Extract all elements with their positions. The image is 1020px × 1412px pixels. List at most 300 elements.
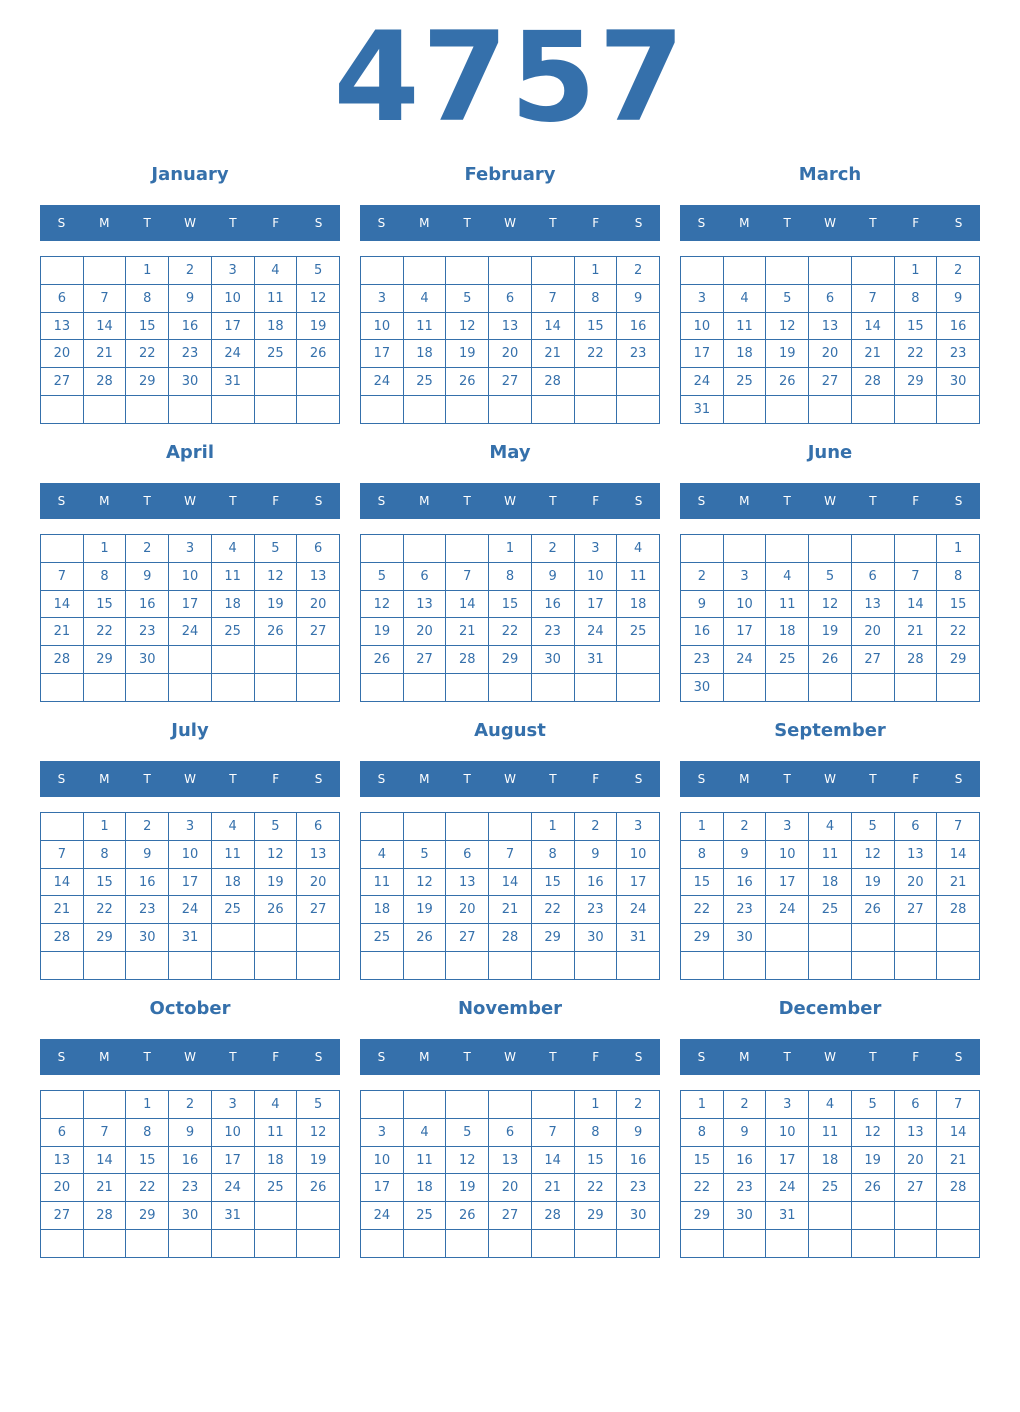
day-cell: 1 — [83, 813, 126, 841]
week-row — [41, 562, 340, 590]
empty-day-cell — [254, 396, 297, 424]
empty-day-cell — [894, 674, 937, 702]
day-cell: 25 — [403, 1202, 446, 1230]
day-cell: 3 — [723, 562, 766, 590]
weekday-label: W — [504, 772, 516, 786]
empty-day-cell — [937, 924, 980, 952]
day-cell: 4 — [361, 840, 404, 868]
day-cell: 7 — [531, 1118, 574, 1146]
week-row — [361, 340, 660, 368]
day-cell: 30 — [126, 646, 169, 674]
day-cell: 10 — [211, 284, 254, 312]
day-cell: 17 — [169, 868, 212, 896]
day-cell: 23 — [617, 340, 660, 368]
day-cell: 4 — [254, 257, 297, 285]
week-row — [361, 590, 660, 618]
day-cell: 12 — [297, 284, 340, 312]
empty-day-cell — [809, 924, 852, 952]
day-cell: 13 — [41, 312, 84, 340]
day-cell: 1 — [489, 535, 532, 563]
day-cell: 6 — [851, 562, 894, 590]
day-cell: 28 — [937, 1174, 980, 1202]
week-row — [681, 813, 980, 841]
weekday-label: W — [184, 216, 196, 230]
weekday-label: W — [824, 216, 836, 230]
empty-day-cell — [169, 674, 212, 702]
empty-day-cell — [254, 674, 297, 702]
weekday-label: T — [549, 772, 557, 786]
day-cell: 20 — [403, 618, 446, 646]
day-cell: 12 — [446, 1146, 489, 1174]
day-cell: 25 — [766, 646, 809, 674]
day-cell: 5 — [254, 535, 297, 563]
day-cell: 7 — [83, 284, 126, 312]
day-cell: 3 — [617, 813, 660, 841]
day-cell: 11 — [723, 312, 766, 340]
day-cell: 21 — [894, 618, 937, 646]
month-january — [40, 160, 340, 430]
weekday-label: T — [463, 494, 471, 508]
weekday-label: M — [739, 772, 750, 786]
day-cell: 14 — [937, 1118, 980, 1146]
day-cell: 23 — [126, 896, 169, 924]
day-cell: 16 — [617, 1146, 660, 1174]
week-row — [681, 896, 980, 924]
week-row — [681, 1091, 980, 1119]
empty-day-cell — [766, 535, 809, 563]
day-cell: 30 — [169, 1202, 212, 1230]
weekday-label: T — [143, 772, 151, 786]
week-row — [361, 1091, 660, 1119]
day-cell: 25 — [361, 924, 404, 952]
day-cell: 8 — [83, 840, 126, 868]
week-row — [681, 924, 980, 952]
day-cell: 28 — [41, 924, 84, 952]
day-cell: 27 — [489, 1202, 532, 1230]
empty-day-cell — [446, 535, 489, 563]
empty-day-cell — [617, 368, 660, 396]
day-grid — [40, 256, 340, 424]
empty-day-cell — [489, 1230, 532, 1258]
empty-day-cell — [41, 396, 84, 424]
empty-day-cell — [297, 646, 340, 674]
day-cell: 21 — [531, 340, 574, 368]
week-row — [681, 284, 980, 312]
empty-day-cell — [126, 674, 169, 702]
weekday-label: W — [504, 1050, 516, 1064]
day-cell: 21 — [446, 618, 489, 646]
weekday-label: W — [824, 1050, 836, 1064]
week-row — [361, 1202, 660, 1230]
empty-day-cell — [766, 396, 809, 424]
day-cell: 9 — [617, 284, 660, 312]
month-name: March — [798, 164, 862, 185]
weekday-label: M — [419, 216, 430, 230]
day-cell: 20 — [41, 340, 84, 368]
day-cell: 26 — [361, 646, 404, 674]
empty-day-cell — [211, 396, 254, 424]
day-cell: 5 — [851, 813, 894, 841]
month-name: December — [778, 998, 882, 1019]
week-row — [681, 396, 980, 424]
weekday-label: S — [954, 216, 963, 230]
week-row — [41, 590, 340, 618]
weekday-label: S — [634, 216, 643, 230]
day-grid — [360, 256, 660, 424]
day-cell: 25 — [254, 340, 297, 368]
day-cell: 2 — [617, 1091, 660, 1119]
empty-day-cell — [851, 257, 894, 285]
month-september — [680, 716, 980, 986]
weekday-label: T — [463, 1050, 471, 1064]
day-cell: 7 — [83, 1118, 126, 1146]
day-cell: 10 — [681, 312, 724, 340]
empty-day-cell — [723, 1230, 766, 1258]
week-row — [361, 924, 660, 952]
day-cell: 13 — [809, 312, 852, 340]
weekday-header — [360, 205, 660, 241]
day-cell: 16 — [126, 590, 169, 618]
day-cell: 16 — [169, 312, 212, 340]
empty-day-cell — [361, 257, 404, 285]
week-row — [681, 535, 980, 563]
day-cell: 17 — [681, 340, 724, 368]
day-cell: 22 — [681, 896, 724, 924]
day-cell: 16 — [617, 312, 660, 340]
weekday-label: T — [783, 772, 791, 786]
empty-day-cell — [851, 674, 894, 702]
day-cell: 6 — [297, 813, 340, 841]
day-cell: 18 — [809, 868, 852, 896]
day-cell: 15 — [83, 590, 126, 618]
week-row — [681, 590, 980, 618]
weekday-label: S — [314, 216, 323, 230]
empty-day-cell — [531, 674, 574, 702]
empty-day-cell — [809, 1202, 852, 1230]
day-cell: 29 — [681, 924, 724, 952]
week-row — [361, 952, 660, 980]
empty-day-cell — [361, 396, 404, 424]
day-cell: 26 — [766, 368, 809, 396]
week-row — [361, 535, 660, 563]
weekday-label: M — [99, 772, 110, 786]
day-cell: 15 — [126, 312, 169, 340]
day-cell: 22 — [894, 340, 937, 368]
day-cell: 12 — [297, 1118, 340, 1146]
day-cell: 19 — [254, 590, 297, 618]
day-cell: 29 — [489, 646, 532, 674]
weekday-label: S — [634, 1050, 643, 1064]
day-cell: 4 — [723, 284, 766, 312]
weekday-label: F — [912, 772, 920, 786]
day-cell: 29 — [126, 368, 169, 396]
day-cell: 6 — [297, 535, 340, 563]
weekday-header — [40, 1039, 340, 1075]
empty-day-cell — [681, 535, 724, 563]
weekday-header — [360, 1039, 660, 1075]
week-row — [681, 257, 980, 285]
day-cell: 5 — [446, 284, 489, 312]
day-cell: 2 — [937, 257, 980, 285]
day-cell: 27 — [41, 368, 84, 396]
week-row — [41, 368, 340, 396]
empty-day-cell — [937, 952, 980, 980]
day-cell: 31 — [211, 368, 254, 396]
weekday-label: M — [419, 772, 430, 786]
week-row — [681, 840, 980, 868]
day-cell: 10 — [211, 1118, 254, 1146]
week-row — [361, 368, 660, 396]
weekday-label: S — [377, 772, 386, 786]
weekday-label: W — [184, 1050, 196, 1064]
weekday-label: T — [143, 494, 151, 508]
day-cell: 23 — [723, 1174, 766, 1202]
day-cell: 9 — [723, 1118, 766, 1146]
day-cell: 22 — [83, 896, 126, 924]
day-cell: 4 — [809, 1091, 852, 1119]
day-cell: 10 — [361, 1146, 404, 1174]
day-cell: 7 — [446, 562, 489, 590]
empty-day-cell — [851, 952, 894, 980]
empty-day-cell — [531, 396, 574, 424]
day-cell: 20 — [809, 340, 852, 368]
day-cell: 5 — [297, 257, 340, 285]
weekday-label: M — [99, 1050, 110, 1064]
empty-day-cell — [361, 1230, 404, 1258]
day-cell: 26 — [446, 1202, 489, 1230]
day-cell: 30 — [681, 674, 724, 702]
weekday-label: T — [229, 1050, 237, 1064]
empty-day-cell — [126, 396, 169, 424]
day-cell: 14 — [851, 312, 894, 340]
weekday-label: S — [697, 1050, 706, 1064]
day-cell: 5 — [254, 813, 297, 841]
day-cell: 11 — [254, 1118, 297, 1146]
day-cell: 5 — [851, 1091, 894, 1119]
day-cell: 20 — [446, 896, 489, 924]
day-cell: 1 — [83, 535, 126, 563]
day-cell: 4 — [403, 284, 446, 312]
empty-day-cell — [617, 396, 660, 424]
week-row — [41, 257, 340, 285]
weekday-label: S — [377, 216, 386, 230]
day-cell: 6 — [41, 284, 84, 312]
day-cell: 21 — [83, 340, 126, 368]
week-row — [361, 1230, 660, 1258]
week-row — [681, 1146, 980, 1174]
week-row — [41, 535, 340, 563]
weekday-label: W — [824, 772, 836, 786]
weekday-label: T — [869, 494, 877, 508]
day-cell: 17 — [211, 312, 254, 340]
day-cell: 13 — [851, 590, 894, 618]
empty-day-cell — [617, 1230, 660, 1258]
week-row — [41, 1146, 340, 1174]
day-cell: 21 — [41, 618, 84, 646]
empty-day-cell — [894, 1202, 937, 1230]
weekday-label: W — [824, 494, 836, 508]
day-cell: 15 — [83, 868, 126, 896]
weekday-label: T — [229, 216, 237, 230]
day-cell: 30 — [723, 924, 766, 952]
week-row — [681, 646, 980, 674]
day-cell: 5 — [766, 284, 809, 312]
day-cell: 21 — [937, 868, 980, 896]
month-october — [40, 994, 340, 1264]
empty-day-cell — [809, 257, 852, 285]
day-cell: 31 — [617, 924, 660, 952]
weekday-label: S — [57, 1050, 66, 1064]
day-cell: 22 — [574, 340, 617, 368]
empty-day-cell — [254, 368, 297, 396]
empty-day-cell — [297, 924, 340, 952]
empty-day-cell — [851, 535, 894, 563]
day-cell: 1 — [126, 257, 169, 285]
empty-day-cell — [851, 1202, 894, 1230]
day-cell: 7 — [937, 813, 980, 841]
day-cell: 17 — [766, 1146, 809, 1174]
weekday-label: S — [377, 1050, 386, 1064]
day-cell: 9 — [574, 840, 617, 868]
empty-day-cell — [851, 1230, 894, 1258]
day-cell: 11 — [403, 312, 446, 340]
weekday-label: T — [549, 494, 557, 508]
day-cell: 7 — [531, 284, 574, 312]
day-cell: 3 — [766, 813, 809, 841]
day-cell: 28 — [446, 646, 489, 674]
weekday-label: W — [504, 494, 516, 508]
day-cell: 4 — [617, 535, 660, 563]
day-cell: 19 — [297, 1146, 340, 1174]
week-row — [361, 1146, 660, 1174]
weekday-header — [40, 205, 340, 241]
empty-day-cell — [851, 396, 894, 424]
empty-day-cell — [723, 535, 766, 563]
day-cell: 29 — [894, 368, 937, 396]
day-cell: 31 — [169, 924, 212, 952]
week-row — [681, 1230, 980, 1258]
weekday-label: T — [229, 494, 237, 508]
empty-day-cell — [723, 396, 766, 424]
empty-day-cell — [446, 1230, 489, 1258]
day-cell: 20 — [489, 340, 532, 368]
day-cell: 13 — [489, 312, 532, 340]
empty-day-cell — [297, 1202, 340, 1230]
month-november — [360, 994, 660, 1264]
day-grid — [680, 812, 980, 980]
day-cell: 15 — [574, 1146, 617, 1174]
empty-day-cell — [83, 674, 126, 702]
weekday-label: T — [463, 216, 471, 230]
week-row — [681, 868, 980, 896]
day-cell: 19 — [297, 312, 340, 340]
day-cell: 24 — [681, 368, 724, 396]
empty-day-cell — [211, 646, 254, 674]
day-cell: 11 — [403, 1146, 446, 1174]
empty-day-cell — [211, 952, 254, 980]
day-cell: 26 — [809, 646, 852, 674]
empty-day-cell — [126, 1230, 169, 1258]
week-row — [361, 618, 660, 646]
week-row — [41, 813, 340, 841]
weekday-label: F — [592, 494, 600, 508]
empty-day-cell — [446, 396, 489, 424]
weekday-label: F — [272, 494, 280, 508]
day-cell: 23 — [126, 618, 169, 646]
day-cell: 6 — [489, 1118, 532, 1146]
day-cell: 1 — [937, 535, 980, 563]
day-cell: 25 — [403, 368, 446, 396]
empty-day-cell — [297, 1230, 340, 1258]
empty-day-cell — [894, 1230, 937, 1258]
day-cell: 15 — [894, 312, 937, 340]
weekday-header — [360, 483, 660, 519]
day-cell: 17 — [766, 868, 809, 896]
day-cell: 21 — [83, 1174, 126, 1202]
day-cell: 28 — [894, 646, 937, 674]
empty-day-cell — [169, 1230, 212, 1258]
empty-day-cell — [723, 257, 766, 285]
day-cell: 3 — [766, 1091, 809, 1119]
empty-day-cell — [809, 674, 852, 702]
empty-day-cell — [809, 1230, 852, 1258]
empty-day-cell — [489, 1091, 532, 1119]
day-cell: 13 — [894, 840, 937, 868]
empty-day-cell — [361, 674, 404, 702]
weekday-label: F — [912, 1050, 920, 1064]
day-cell: 5 — [361, 562, 404, 590]
day-cell: 12 — [361, 590, 404, 618]
day-cell: 11 — [809, 1118, 852, 1146]
day-cell: 25 — [254, 1174, 297, 1202]
weekday-header — [40, 483, 340, 519]
day-cell: 10 — [723, 590, 766, 618]
week-row — [681, 1202, 980, 1230]
week-row — [41, 1174, 340, 1202]
empty-day-cell — [937, 396, 980, 424]
month-may — [360, 438, 660, 708]
day-cell: 5 — [403, 840, 446, 868]
day-cell: 12 — [254, 840, 297, 868]
day-cell: 9 — [126, 840, 169, 868]
day-grid — [680, 1090, 980, 1258]
week-row — [41, 396, 340, 424]
weekday-label: T — [143, 1050, 151, 1064]
empty-day-cell — [489, 674, 532, 702]
day-cell: 25 — [211, 618, 254, 646]
day-cell: 22 — [681, 1174, 724, 1202]
empty-day-cell — [617, 674, 660, 702]
weekday-label: F — [592, 772, 600, 786]
month-august — [360, 716, 660, 986]
weekday-label: T — [229, 772, 237, 786]
day-cell: 31 — [574, 646, 617, 674]
week-row — [41, 284, 340, 312]
day-cell: 9 — [937, 284, 980, 312]
day-cell: 16 — [723, 868, 766, 896]
week-row — [41, 1202, 340, 1230]
day-cell: 24 — [361, 1202, 404, 1230]
year-title: 4757 — [333, 6, 687, 150]
day-cell: 11 — [211, 840, 254, 868]
day-cell: 10 — [617, 840, 660, 868]
day-grid — [360, 534, 660, 702]
week-row — [361, 284, 660, 312]
day-cell: 15 — [574, 312, 617, 340]
day-cell: 25 — [809, 896, 852, 924]
weekday-label: S — [954, 1050, 963, 1064]
empty-day-cell — [574, 368, 617, 396]
